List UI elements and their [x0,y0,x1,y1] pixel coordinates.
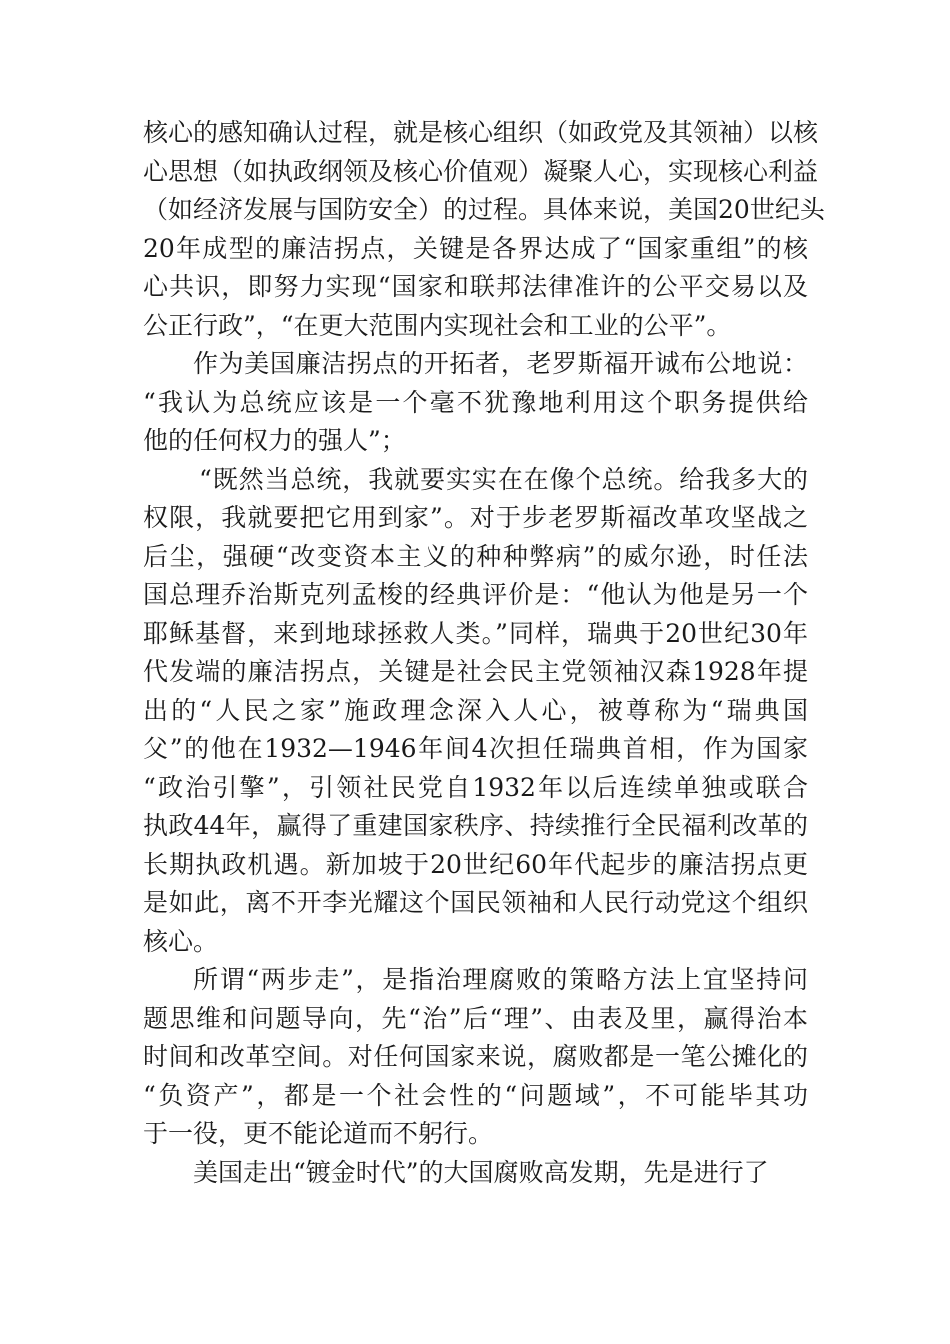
text-line: 题思维和问题导向，先“治”后“理”、由表及里，赢得治本 [143,1003,808,1033]
text-line: 于一役，更不能论道而不躬行。 [143,1119,494,1148]
text-line: 国总理乔治斯克列孟梭的经典评价是：“他认为他是另一个 [143,580,808,609]
text-line: 核心的感知确认过程，就是核心组织（如政党及其领袖）以核 [143,118,819,147]
text-line: “既然当总统，我就要实实在在像个总统。给我多大的 [199,464,808,494]
text-line: 美国走出“镀金时代”的大国腐败高发期，先是进行了 [193,1157,769,1187]
text-line: 代发端的廉洁拐点，关键是社会民主党领袖汉森1928年提 [143,657,808,686]
text-line: 所谓“两步走”，是指治理腐败的策略方法上宜坚持问 [193,965,808,994]
text-line: “负资产”，都是一个社会性的“问题域”，不可能毕其功 [143,1080,808,1110]
text-line: 执政44年，赢得了重建国家秩序、持续推行全民福利改革的 [143,811,808,840]
text-line: 心思想（如执政纲领及核心价值观）凝聚人心，实现核心利益 [143,156,819,186]
text-line: 他的任何权力的强人”； [143,426,406,455]
text-line: 权限，我就要把它用到家”。对于步老罗斯福改革攻坚战之 [143,503,808,532]
text-line: 作为美国廉洁拐点的开拓者，老罗斯福开诚布公地说： [193,349,808,378]
text-line: 核心。 [143,926,219,956]
text-line: 出的“人民之家”施政理念深入人心，被尊称为“瑞典国 [143,695,808,725]
text-line: “政治引擎”，引领社民党自1932年以后连续单独或联合 [143,772,808,802]
text-line: “我认为总统应该是一个毫不犹豫地利用这个职务提供给 [143,387,808,417]
text-line: 后尘，强硬“改变资本主义的种种弊病”的威尔逊，时任法 [143,541,808,571]
text-line: （如经济发展与国防安全）的过程。具体来说，美国20世纪头 [143,195,825,224]
text-line: 公正行政”，“在更大范围内实现社会和工业的公平”。 [143,310,732,340]
text-line: 心共识，即努力实现“国家和联邦法律准许的公平交易以及 [143,272,808,301]
text-line: 时间和改革空间。对任何国家来说，腐败都是一笔公摊化的 [143,1042,808,1071]
text-line: 父”的他在1932—1946年间4次担任瑞典首相，作为国家 [143,734,808,763]
text-line: 长期执政机遇。新加坡于20世纪60年代起步的廉洁拐点更 [143,849,808,879]
text-line: 20年成型的廉洁拐点，关键是各界达成了“国家重组”的核 [143,233,808,263]
text-line: 耶稣基督，来到地球拯救人类。”同样，瑞典于20世纪30年 [143,618,808,648]
text-line: 是如此，离不开李光耀这个国民领袖和人民行动党这个组织 [143,888,808,917]
document-body [143,114,825,1192]
